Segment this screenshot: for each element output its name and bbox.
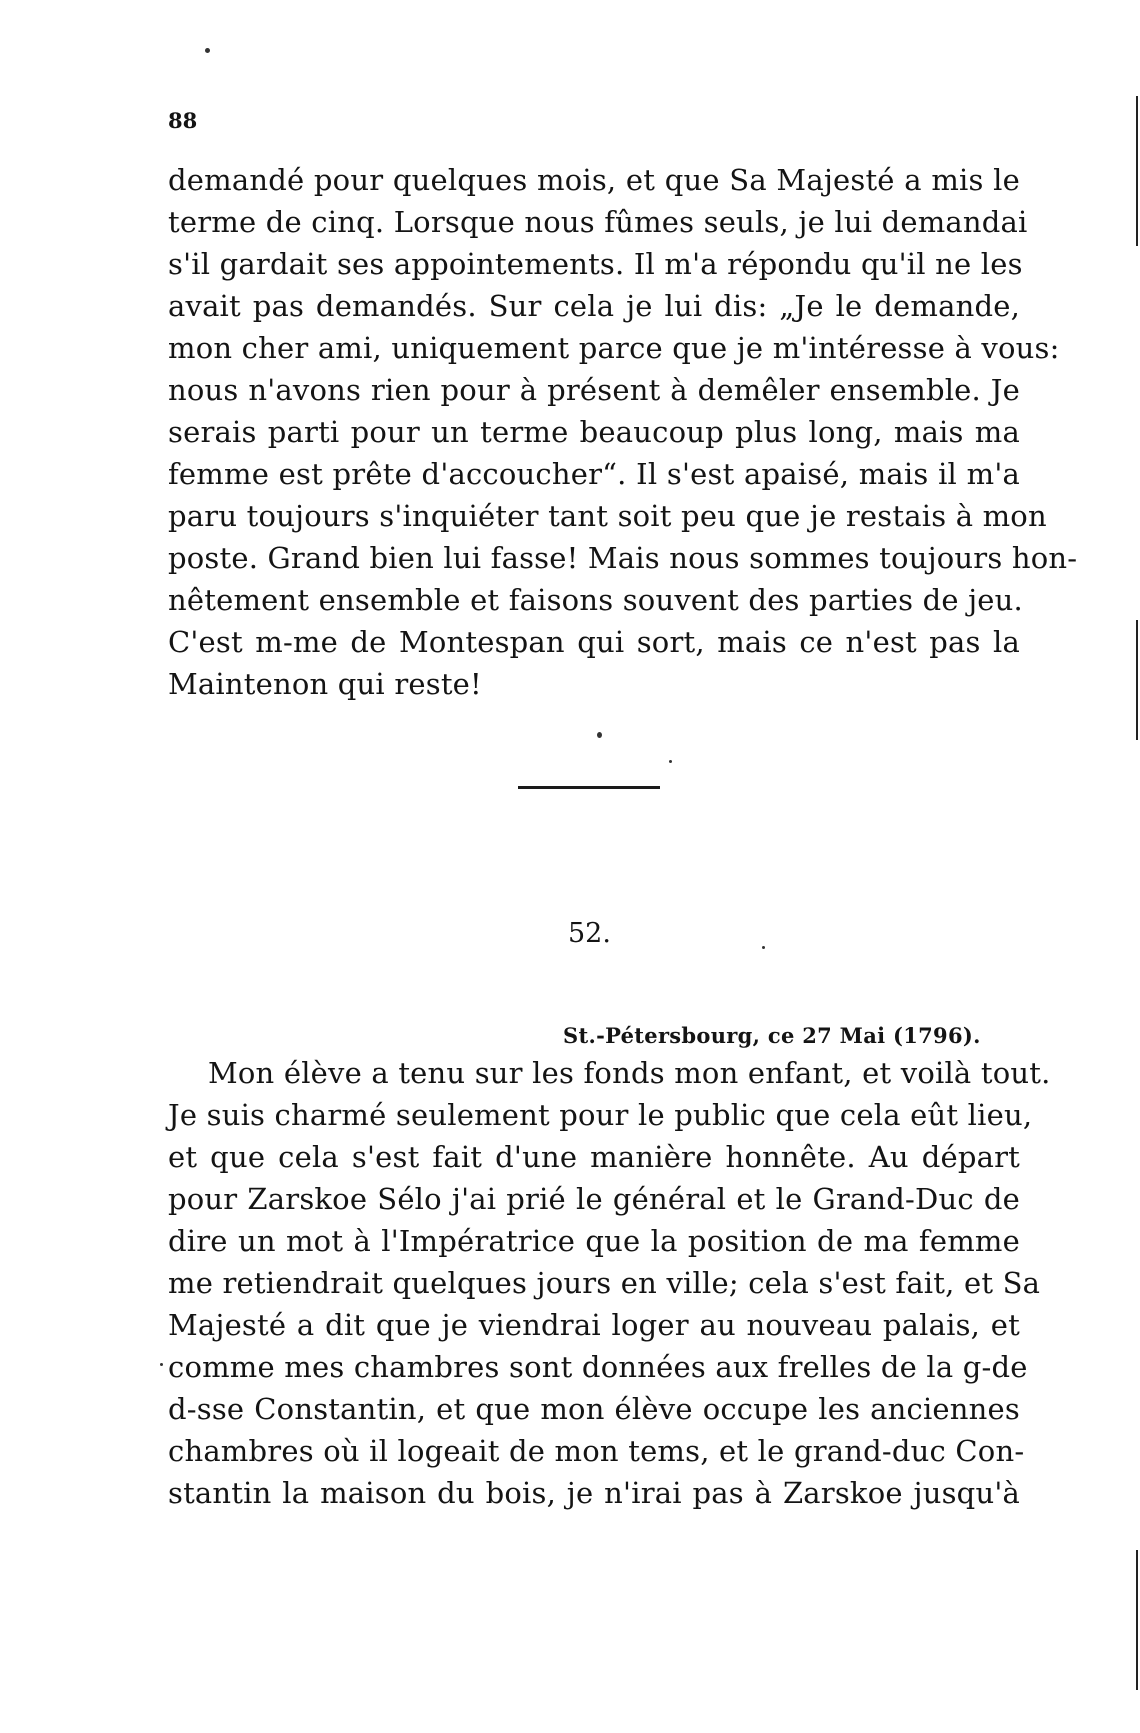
page-edge-mark (1136, 96, 1138, 246)
letter-dateline: St.-Pétersbourg, ce 27 Mai (1796). (563, 1023, 981, 1048)
text-line: terme de cinq. Lorsque nous fûmes seuls, je lui demandai (168, 205, 1028, 239)
text-line: d-sse Constantin, et que mon élève occupe les anciennes (168, 1392, 1020, 1426)
text-line: paru toujours s'inquiéter tant soit peu que je restais à mon (168, 499, 1047, 533)
scan-speck (597, 732, 602, 738)
letter-number: 52. (568, 918, 611, 949)
text-line: mon cher ami, uniquement parce que je m'intéresse à vous: (168, 331, 1060, 365)
page-edge-mark (1136, 1550, 1138, 1690)
text-line: pour Zarskoe Sélo j'ai prié le général et le Grand-Duc de (168, 1182, 1020, 1216)
scan-speck (762, 946, 765, 949)
page-number: 88 (168, 108, 198, 133)
letter-body (168, 1052, 1051, 1514)
text-line: stantin la maison du bois, je n'irai pas à Zarskoe jusqu'à (168, 1476, 1020, 1510)
scan-speck (669, 760, 672, 763)
text-line: Je suis charmé seulement pour le public que cela eût lieu, (168, 1098, 1033, 1132)
paragraph-continued (168, 159, 1078, 705)
text-line: nêtement ensemble et faisons souvent des parties de jeu. (168, 583, 1023, 617)
text-line: nous n'avons rien pour à présent à demêler ensemble. Je (168, 373, 1020, 407)
text-line: poste. Grand bien lui fasse! Mais nous sommes toujours hon- (168, 541, 1078, 575)
section-divider (518, 786, 660, 789)
text-line: femme est prête d'accoucher“. Il s'est apaisé, mais il m'a (168, 457, 1020, 491)
text-line: et que cela s'est fait d'une manière honnête. Au départ (168, 1140, 1020, 1174)
text-line: comme mes chambres sont données aux frelles de la g-de (168, 1350, 1028, 1384)
page-edge-mark (1136, 620, 1138, 740)
scan-speck (160, 1363, 163, 1366)
text-line: Majesté a dit que je viendrai loger au nouveau palais, et (168, 1308, 1020, 1342)
text-line: Maintenon qui reste! (168, 667, 482, 701)
text-line: dire un mot à l'Impératrice que la position de ma femme (168, 1224, 1020, 1258)
text-line: Mon élève a tenu sur les fonds mon enfant, et voilà tout. (208, 1056, 1051, 1090)
text-line: demandé pour quelques mois, et que Sa Majesté a mis le (168, 163, 1020, 197)
text-line: chambres où il logeait de mon tems, et le grand-duc Con- (168, 1434, 1025, 1468)
text-line: s'il gardait ses appointements. Il m'a répondu qu'il ne les (168, 247, 1023, 281)
scan-speck (205, 48, 210, 53)
text-line: avait pas demandés. Sur cela je lui dis: „Je le demande, (168, 289, 1020, 323)
text-line: me retiendrait quelques jours en ville; cela s'est fait, et Sa (168, 1266, 1041, 1300)
text-line: serais parti pour un terme beaucoup plus long, mais ma (168, 415, 1020, 449)
text-line: C'est m-me de Montespan qui sort, mais ce n'est pas la (168, 625, 1020, 659)
